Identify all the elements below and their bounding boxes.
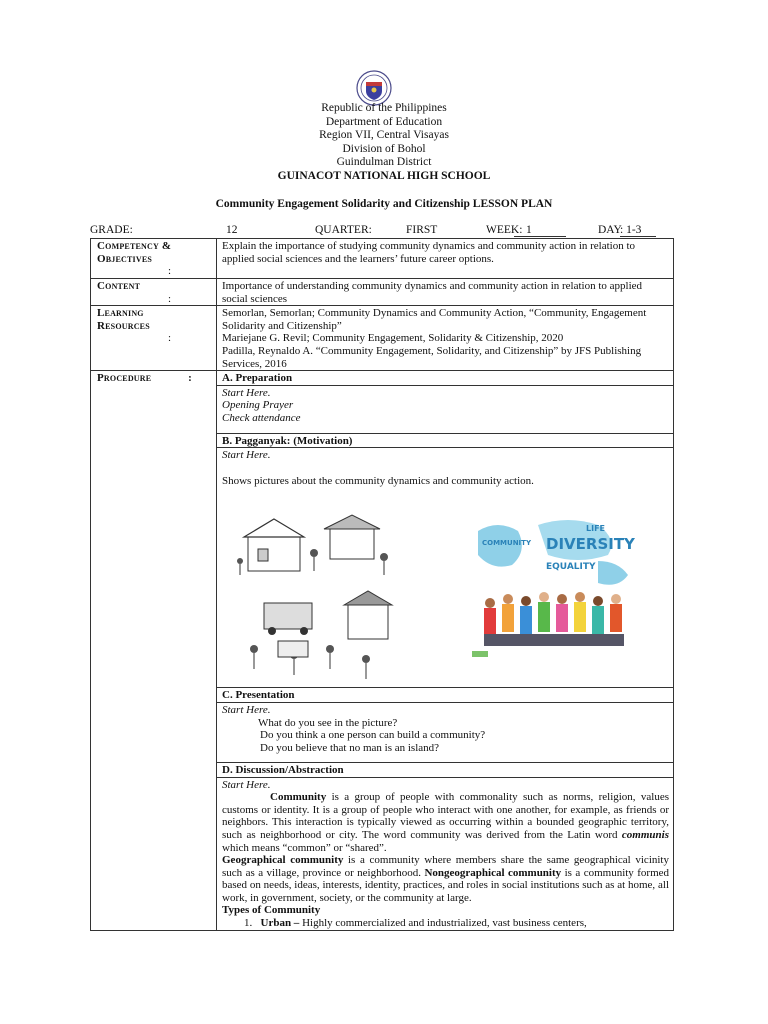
content-row — [91, 279, 674, 306]
community-sketch-image — [234, 509, 402, 685]
lesson-plan-table — [90, 238, 674, 931]
section-c-title: C. Presentation — [217, 688, 674, 703]
urban-item: 1. Urban – Highly commercialized and industrialized, vast business centers, — [244, 917, 587, 930]
procedure-row-a-title — [91, 371, 674, 386]
community-term: Community — [270, 791, 327, 804]
grade-label: GRADE: — [90, 224, 133, 236]
resource-item: Padilla, Reynaldo A. “Community Engagement, Solidarity, and Citizenship” by JFS Publishing Services, 2016 — [222, 344, 642, 370]
grade-value: 12 — [226, 224, 238, 236]
quarter-label: QUARTER: — [315, 224, 372, 236]
competency-row — [91, 239, 674, 279]
community-word: COMMUNITY — [482, 539, 532, 548]
competency-text: Explain the importance of studying community dynamics and community action in relation to applied social sciences and the learners’ future career options. — [217, 239, 674, 279]
objectives-label: Objectives — [97, 252, 153, 265]
content-colon: : — [167, 292, 172, 305]
resources-label: Resources — [97, 319, 150, 332]
life-word: LIFE — [586, 524, 606, 534]
resource-item: Mariejane G. Revil; Community Engagement, Solidarity & Citizenship, 2020 — [222, 332, 564, 345]
question-3: Do you believe that no man is an island? — [260, 741, 440, 754]
content-text: Importance of understanding community dynamics and community action in relation to applied social sciences — [217, 279, 674, 306]
week-value: 1 — [526, 224, 532, 236]
section-a-prayer: Opening Prayer — [222, 399, 294, 412]
header-department: Department of Education — [325, 115, 443, 128]
week-label: WEEK: — [486, 224, 523, 236]
section-d-start: Start Here. — [222, 778, 271, 791]
header-region: Region VII, Central Visayas — [319, 129, 449, 141]
lesson-plan-title: Community Engagement Solidarity and Citizenship LESSON PLAN — [215, 198, 553, 210]
procedure-label: Procedure — [97, 372, 152, 385]
week-underline — [514, 236, 566, 237]
header-division: Division of Bohol — [342, 142, 426, 155]
diversity-word: DIVERSITY — [546, 535, 635, 554]
school-name: GUINACOT NATIONAL HIGH SCHOOL — [277, 169, 491, 182]
section-d-title: D. Discussion/Abstraction — [217, 762, 674, 777]
geographical-definition: Geographical community is a community where members share the same geographical vicinity such as a village, province or neighborhood. Nongeographical community is a community formed based on needs, ideas, interests, identity, practices, and roles in social institutions such as at home, all work, in government, society, or the community at large. — [222, 854, 670, 904]
header-district: Guindulman District — [336, 156, 432, 168]
competency-colon: : — [167, 265, 172, 278]
resources-row — [91, 306, 674, 371]
header-republic: Republic of the Philippines — [321, 102, 447, 114]
section-b-start: Start Here. — [222, 449, 271, 462]
types-heading: Types of Community — [222, 904, 321, 917]
day-underline — [620, 236, 656, 237]
section-c-start: Start Here. — [222, 703, 271, 716]
learning-label: Learning — [97, 307, 144, 320]
content-label: Content — [97, 280, 141, 292]
procedure-colon: : — [188, 372, 192, 385]
section-b-text: Shows pictures about the community dynamics and community action. — [222, 474, 534, 487]
deped-seal-icon — [356, 70, 392, 106]
letterhead — [0, 102, 768, 183]
question-2: Do you think a one person can build a community? — [260, 729, 486, 742]
day-label: DAY — [598, 224, 622, 236]
section-a-attendance: Check attendance — [222, 411, 301, 424]
resource-item: Semorlan, Semorlan; Community Dynamics and Community Action, “Community, Engagement Solidarity and Citizenship” — [222, 307, 647, 332]
day-value: : 1-3 — [620, 224, 642, 236]
community-definition: Community is a group of people with commonality such as norms, religion, values customs or identity. It is a group of people who interact with one another, for example, as friends or neighbors. This interaction is typically viewed as occurring within a bounded geographic territory, such as neighborhood or city. The word community was derived from the Latin word communis which means “common” or “shared”. — [222, 791, 669, 854]
section-a-title: A. Preparation — [217, 371, 674, 386]
quarter-value: FIRST — [406, 224, 438, 236]
question-1: What do you see in the picture? — [258, 716, 398, 729]
competency-label: Competency & — [97, 240, 172, 252]
diversity-equality-image — [468, 511, 644, 663]
communis-term: communis — [621, 828, 669, 841]
section-b-title: B. Pagganyak: (Motivation) — [217, 433, 674, 448]
equality-word: EQUALITY — [546, 562, 596, 573]
section-a-start: Start Here. — [222, 386, 271, 399]
resources-colon: : — [167, 332, 172, 345]
